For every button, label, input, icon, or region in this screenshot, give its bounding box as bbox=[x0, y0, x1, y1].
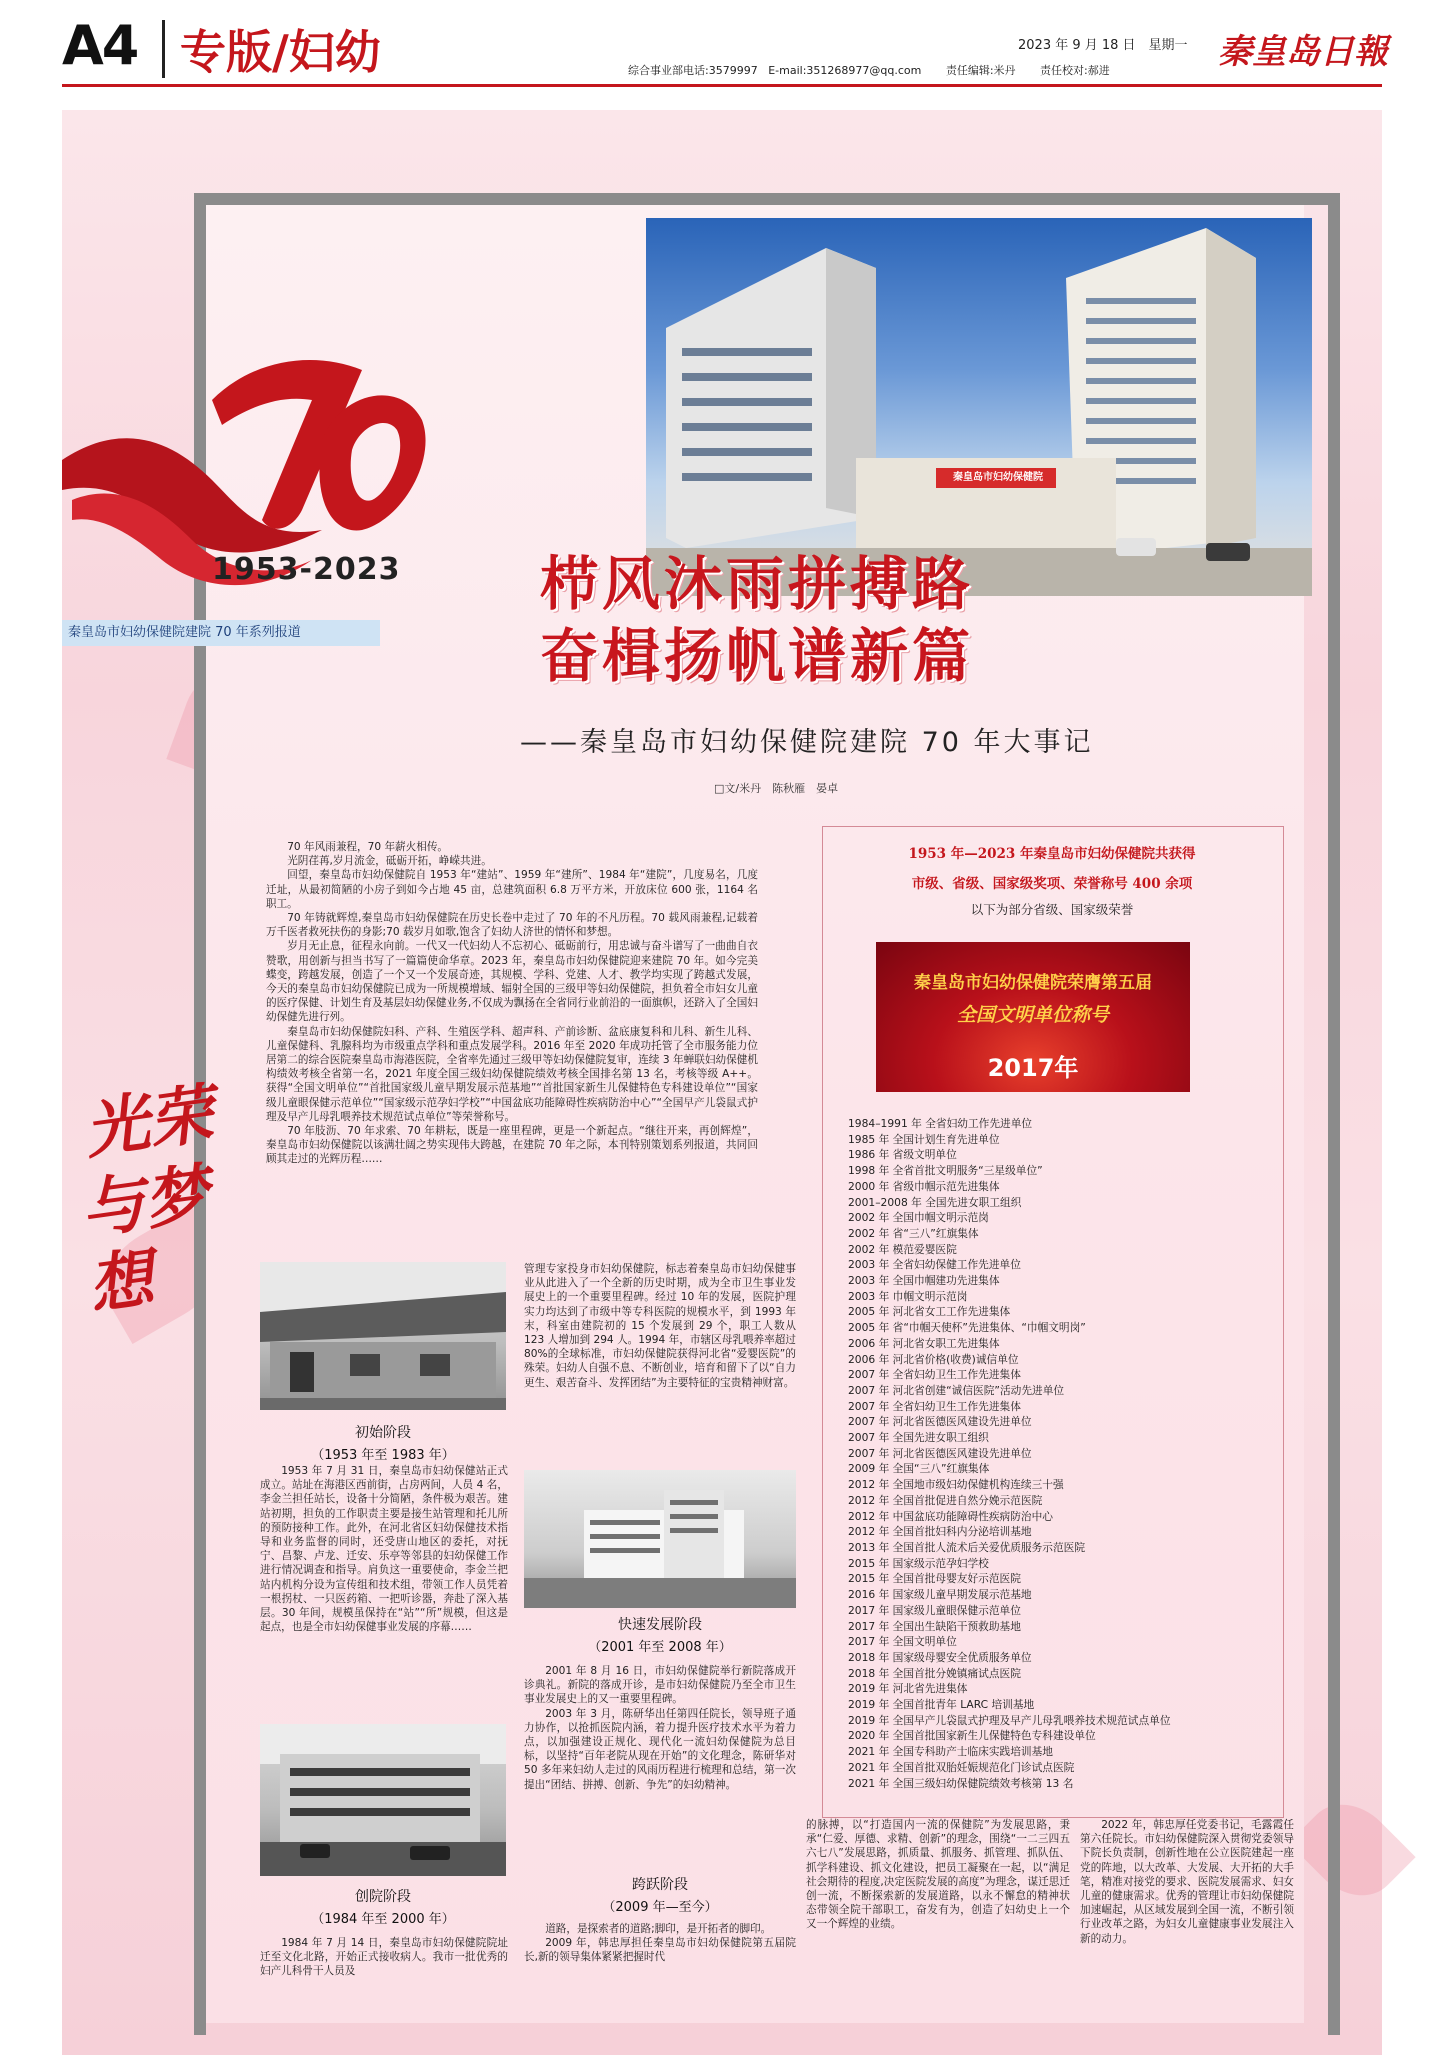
honor-item: 2006 年 河北省价格(收费)诚信单位 bbox=[848, 1352, 1019, 1366]
honor-item: 2006 年 河北省女职工先进集体 bbox=[848, 1336, 1000, 1350]
stage-2-title: 创院阶段 bbox=[355, 1889, 411, 1905]
stage-2-period: （1984 年至 2000 年） bbox=[311, 1912, 455, 1927]
anniversary-years: 1953-2023 bbox=[212, 552, 401, 587]
honor-item: 2021 年 全国专科助产士临床实践培训基地 bbox=[848, 1745, 1053, 1759]
honor-item: 2007 年 全国先进女职工组织 bbox=[848, 1431, 989, 1445]
honor-item: 2003 年 全国巾帼建功先进集体 bbox=[848, 1274, 1000, 1288]
honor-item: 2003 年 全省妇幼保健工作先进单位 bbox=[848, 1258, 1021, 1272]
honor-item: 2019 年 全国早产儿袋鼠式护理及早产儿母乳喂养技术规范试点单位 bbox=[848, 1713, 1171, 1727]
intro-text bbox=[266, 840, 758, 1167]
honor-item: 2016 年 国家级儿童早期发展示范基地 bbox=[848, 1588, 1032, 1602]
honor-item: 2009 年 全国“三八”红旗集体 bbox=[848, 1462, 990, 1476]
honor-item: 2019 年 河北省先进集体 bbox=[848, 1682, 968, 1696]
honor-item: 2012 年 全国首批促进自然分娩示范医院 bbox=[848, 1493, 1043, 1507]
honor-item: 2003 年 巾帼文明示范岗 bbox=[848, 1289, 968, 1303]
honor-item: 2012 年 全国地市级妇幼保健机构连续三十强 bbox=[848, 1478, 1064, 1492]
honor-item: 2002 年 省“三八”红旗集体 bbox=[848, 1226, 979, 1240]
stage-1-text bbox=[260, 1464, 508, 1634]
byline: □文/米丹 陈秋雁 晏卓 bbox=[714, 782, 839, 795]
paragraph: 70 年肢沥、70 年求索、70 年耕耘，既是一座里程碑，更是一个新起点。“继往开来，再创辉煌”，秦皇岛市妇幼保健院以该满壮阔之势实现伟大跨越，在建院 70 年之际，本刊特别策划系列报道，共同回顾其走过的光辉历程…… bbox=[266, 1125, 758, 1166]
award-line-2: 全国文明单位称号 bbox=[956, 1004, 1109, 1026]
paragraph: 2003 年 3 月，陈研华出任第四任院长，领导班子通力协作，以抢抓医院内涵，着力提升医疗技术水平为着力点，以加强建设正规化、现代化一流妇幼保健院为总目标，以坚持“百年老院从现在开始”的文化理念，陈研华对 50 多年来妇幼人走过的风雨历程进行梳理和总结，第一次提出“团结、拼搏、创新、争先”的妇幼精神。 bbox=[524, 1707, 796, 1791]
honor-item: 2002 年 模范爱婴医院 bbox=[848, 1242, 957, 1256]
honor-item: 2017 年 全国出生缺陷干预救助基地 bbox=[848, 1619, 1021, 1633]
bottom-column-a bbox=[806, 1818, 1070, 1932]
responsible-proofreader: 责任校对:郝进 bbox=[1040, 64, 1110, 77]
honor-item: 2012 年 全国首批妇科内分泌培训基地 bbox=[848, 1525, 1032, 1539]
calligraphy-3: 想 bbox=[83, 1240, 158, 1325]
honor-item: 2019 年 全国首批青年 LARC 培训基地 bbox=[848, 1698, 1035, 1712]
honor-item: 2018 年 国家级母婴安全优质服务单位 bbox=[848, 1650, 1032, 1664]
honor-item: 2000 年 省级巾帼示范先进集体 bbox=[848, 1179, 1000, 1193]
stage-3-text bbox=[524, 1664, 796, 1792]
paragraph: 70 年铸就辉煌,秦皇岛市妇幼保健院在历史长卷中走过了 70 年的不凡历程。70 载风雨兼程,记载着万千医者救死扶伤的身影;70 载岁月如歌,饱含了妇幼人济世的情怀和梦想。 bbox=[266, 912, 758, 939]
honor-item: 1986 年 省级文明单位 bbox=[848, 1148, 957, 1162]
stage-3-title: 快速发展阶段 bbox=[618, 1617, 702, 1633]
honor-item: 1984–1991 年 全省妇幼工作先进单位 bbox=[848, 1117, 1033, 1130]
honor-item: 2007 年 河北省创建“诚信医院”活动先进单位 bbox=[848, 1383, 1065, 1397]
honor-item: 1998 年 全省首批文明服务“三星级单位” bbox=[848, 1164, 1043, 1178]
honor-item: 1985 年 全国计划生育先进单位 bbox=[848, 1132, 1000, 1146]
main-headline bbox=[540, 548, 974, 692]
page-number: A4 bbox=[62, 14, 138, 77]
honor-item: 2017 年 全国文明单位 bbox=[848, 1635, 957, 1649]
stage-3-period: （2001 年至 2008 年） bbox=[588, 1640, 732, 1655]
middle-column-text bbox=[524, 1262, 796, 1390]
bottom-column-b bbox=[1080, 1818, 1294, 1946]
headline-line-1: 栉风沐雨拼搏路 bbox=[540, 550, 975, 618]
stage-4-title: 跨跃阶段 bbox=[632, 1877, 688, 1893]
contact-phone: 综合事业部电话:3579997 bbox=[628, 64, 758, 77]
honor-item: 2007 年 河北省医德医风建设先进单位 bbox=[848, 1446, 1032, 1460]
section-title: 专版/妇幼 bbox=[180, 25, 381, 79]
honor-item: 2005 年 省“巾帼天使杯”先进集体、“巾帼文明岗” bbox=[848, 1321, 1086, 1335]
paragraph: 回望，秦皇岛市妇幼保健院自 1953 年“建站”、1959 年“建所”、1984 年“建院”，几度易名，几度迁址，从最初简陋的小房子到如今占地 45 亩，总建筑面积 6.8 万平方米，开放床位 600 张，1164 名职工。 bbox=[266, 869, 758, 910]
paragraph: 光阴荏苒,岁月流金，砥砺开拓，峥嵘共进。 bbox=[287, 855, 492, 868]
paragraph: 70 年风雨兼程，70 年薪火相传。 bbox=[287, 841, 449, 853]
stage-4-text bbox=[524, 1922, 796, 1965]
masthead bbox=[0, 0, 1440, 100]
honor-item: 2021 年 全国首批双胎妊娠规范化门诊试点医院 bbox=[848, 1760, 1075, 1774]
honors-subtitle: 以下为部分省级、国家级荣誉 bbox=[970, 902, 1134, 917]
hospital-building-illustration bbox=[646, 218, 1312, 596]
honor-item: 2017 年 国家级儿童眼保健示范单位 bbox=[848, 1603, 1021, 1617]
paragraph: 2022 年，韩忠厚任党委书记，毛露霞任第六任院长。市妇幼保健院深入贯彻党委领导下院长负责制，创新性地在公立医院建起一座党的阵地，以大改革、大发展、大开拓的大手笔，精准对接党的要求、医院发展需求、妇女儿童的健康需求。优秀的管理让市妇幼保健院加速崛起，从区域发展到全国一流，不断引领行业改革之路，为妇女儿童健康事业发展注入新的动力。 bbox=[1080, 1819, 1294, 1945]
masthead-rule bbox=[62, 84, 1382, 87]
subheadline: ——秦皇岛市妇幼保健院建院 70 年大事记 bbox=[520, 727, 1094, 758]
paragraph: 2009 年，韩忠厚担任秦皇岛市妇幼保健院第五届院长,新的领导集体紧紧把握时代 bbox=[524, 1937, 796, 1964]
honor-item: 2007 年 全省妇幼卫生工作先进集体 bbox=[848, 1399, 1021, 1413]
founding-era-photo bbox=[260, 1724, 506, 1876]
stage-1-title: 初始阶段 bbox=[355, 1425, 411, 1441]
honor-item: 2013 年 全国首批人流术后关爱优质服务示范医院 bbox=[848, 1540, 1086, 1554]
honors-title-2: 市级、省级、国家级奖项、荣誉称号 400 余项 bbox=[911, 876, 1193, 892]
hospital-building-photo bbox=[646, 218, 1312, 596]
responsible-editor: 责任编辑:米丹 bbox=[945, 64, 1016, 77]
paragraph: 秦皇岛市妇幼保健院妇科、产科、生殖医学科、超声科、产前诊断、盆底康复科和儿科、新生儿科、儿童保健科、乳腺科均为市级重点学科和重点发展学科。2016 年至 2020 年成功托管了全市服务能力位居第二的综合医院秦皇岛市海港医院，全省率先通过三级甲等妇幼保健院复审，连续 3 年蝉联妇幼保健机构绩效考核全省第一名，2021 年度全国三级妇幼保健院绩效考核全国排名第 13 名，考核等级 A++。获得“全国文明单位”“首批国家级儿童早期发展示范基地”“首批国家新生儿保健特色专科建设单位”“国家级儿童眼保健示范单位”“国家级示范孕妇学校”“中国盆底功能障碍性疾病防治中心”“全国早产儿袋鼠式护理及早产儿母乳喂养技术规范试点单位”等荣誉称号。 bbox=[266, 1025, 758, 1123]
paragraph: 岁月无止息，征程永向前。一代又一代妇幼人不忘初心、砥砺前行，用忠诚与奋斗谱写了一曲曲自衣赞歌，用创新与担当书写了一篇篇使命华章。2023 年，秦皇岛市妇幼保健院迎来建院 70 年。如今完美蝶变，跨越发展，创造了一个又一个发展奇迹，其规模、学科、党建、人才、教学均实现了跨越式发展，今天的秦皇岛市妇幼保健院已成为一所规模增域、辐射全国的三级甲等妇幼保健院，担负着全市妇女儿童的医疗保健、计划生育及基层妇幼保健业务,不仅成为飘扬在全省同行业前沿的一面旗帜，还跻入了全国妇幼保健先进行列。 bbox=[266, 940, 758, 1024]
masthead-divider bbox=[162, 20, 165, 78]
paragraph: 管理专家投身市妇幼保健院，标志着秦皇岛市妇幼保健事业从此进入了一个全新的历史时期，成为全市卫生事业发展史上的一个重要里程碑。经过 10 年的发展，医院护理实力均达到了市级中等专科医院的规模水平，到 1993 年末，科室由建院初的 15 个发展到 29 个，职工人数从 123 人增加到 294 人。1994 年，市辖区母乳喂养率超过 80%的全球标准，市妇幼保健院获得河北省“爱婴医院”的殊荣。妇幼人自强不息、不断创业，培育和留下了以“自力更生、艰苦奋斗、发挥团结”为主要特征的宝贵精神财富。 bbox=[524, 1263, 796, 1389]
honor-item: 2018 年 全国首批分娩镇痛试点医院 bbox=[848, 1666, 1021, 1680]
civilized-unit-award-image bbox=[876, 942, 1190, 1092]
paragraph: 2001 年 8 月 16 日，市妇幼保健院举行新院落成开诊典礼。新院的落成开诊，是市妇幼保健院乃至全市卫生事业发展史上的又一重要里程碑。 bbox=[524, 1665, 796, 1706]
paragraph: 道路，是探索者的道路;脚印，是开拓者的脚印。 bbox=[545, 1923, 772, 1935]
honor-list bbox=[848, 1116, 1268, 1791]
award-line-1: 秦皇岛市妇幼保健院荣膺第五届 bbox=[914, 973, 1152, 993]
stage-2-text bbox=[260, 1936, 508, 1979]
stage-4-period: （2009 年—至今） bbox=[602, 1900, 718, 1915]
newspaper-logo: 秦皇岛日報 bbox=[1218, 32, 1388, 72]
masthead-info bbox=[628, 62, 1110, 78]
paragraph: 1953 年 7 月 31 日，秦皇岛市妇幼保健站正式成立。站址在海港区西前街，占房两间，人员 4 名，李金兰担任站长，设备十分简陋，条件极为艰苦。建站初期，担负的工作职责主要是接生站管理和托儿所的预防接种工作。此外，在河北省区妇幼保健技术指导和业务监督的同时，还受唐山地区的委托，对抚宁、昌黎、卢龙、迁安、乐亭等邻县的妇幼保健工作进行情况调查和指导。肩负这一重要使命，李金兰把站内机构分设为宣传组和技术组，带领工作人员凭着一根拐杖、一只医药箱、一把听诊器，奔赴了深入基层。30 年间，规模虽保持在“站”“所”规模，但这是起点，也是全市妇幼保健事业发展的序幕…… bbox=[260, 1465, 508, 1634]
honor-item: 2020 年 全国首批国家新生儿保健特色专科建设单位 bbox=[848, 1729, 1096, 1743]
honor-item: 2007 年 全省妇幼卫生工作先进集体 bbox=[848, 1368, 1021, 1382]
honor-item: 2012 年 中国盆底功能障碍性疾病防治中心 bbox=[848, 1509, 1053, 1523]
new-hospital-photo bbox=[524, 1470, 796, 1608]
early-station-photo bbox=[260, 1262, 506, 1410]
calligraphy-2: 与梦 bbox=[76, 1156, 214, 1249]
headline-line-2: 奋楫扬帆谱新篇 bbox=[540, 622, 975, 690]
award-year: 2017年 bbox=[987, 1054, 1079, 1082]
paragraph: 的脉搏，以“打造国内一流的保健院”为发展思路，秉承“仁爱、厚德、求精、创新”的理念，围绕“一二三四五六七八”发展思路，抓质量、抓服务、抓管理、抓队伍、抓学科建设、抓文化建设，把员工凝聚在一起，以“满足社会期待的程度,决定医院发展的高度”为理念，谋迁思迁创一流，不断探索新的发展道路，以永不懈怠的精神状态带领全院干部职工，奋发有为，创造了妇幼史上一个又一个辉煌的业绩。 bbox=[806, 1819, 1070, 1931]
honor-item: 2001–2008 年 全国先进女职工组织 bbox=[848, 1195, 1022, 1209]
honor-item: 2005 年 河北省女工工作先进集体 bbox=[848, 1305, 1011, 1319]
honors-title-1: 1953 年—2023 年秦皇岛市妇幼保健院共获得 bbox=[908, 846, 1196, 862]
issue-date: 2023 年 9 月 18 日 星期一 bbox=[1018, 38, 1188, 53]
hospital-sign: 秦皇岛市妇幼保健院 bbox=[953, 472, 1043, 483]
honor-item: 2021 年 全国三级妇幼保健院绩效考核第 13 名 bbox=[848, 1776, 1074, 1790]
honor-item: 2002 年 全国巾帼文明示范岗 bbox=[848, 1211, 989, 1225]
contact-email: E-mail:351268977@qq.com bbox=[768, 64, 922, 77]
honor-item: 2015 年 国家级示范孕妇学校 bbox=[848, 1556, 989, 1570]
honor-item: 2007 年 河北省医德医风建设先进单位 bbox=[848, 1415, 1032, 1429]
calligraphy-1: 光荣 bbox=[80, 1076, 218, 1169]
paragraph: 1984 年 7 月 14 日，秦皇岛市妇幼保健院院址迁至文化北路，开始正式接收病人。我市一批优秀的妇产儿科骨干人员及 bbox=[260, 1937, 508, 1978]
stage-1-period: （1953 年至 1983 年） bbox=[311, 1448, 455, 1463]
series-label: 秦皇岛市妇幼保健院建院 70 年系列报道 bbox=[62, 620, 380, 646]
honor-item: 2015 年 全国首批母婴友好示范医院 bbox=[848, 1572, 1021, 1586]
